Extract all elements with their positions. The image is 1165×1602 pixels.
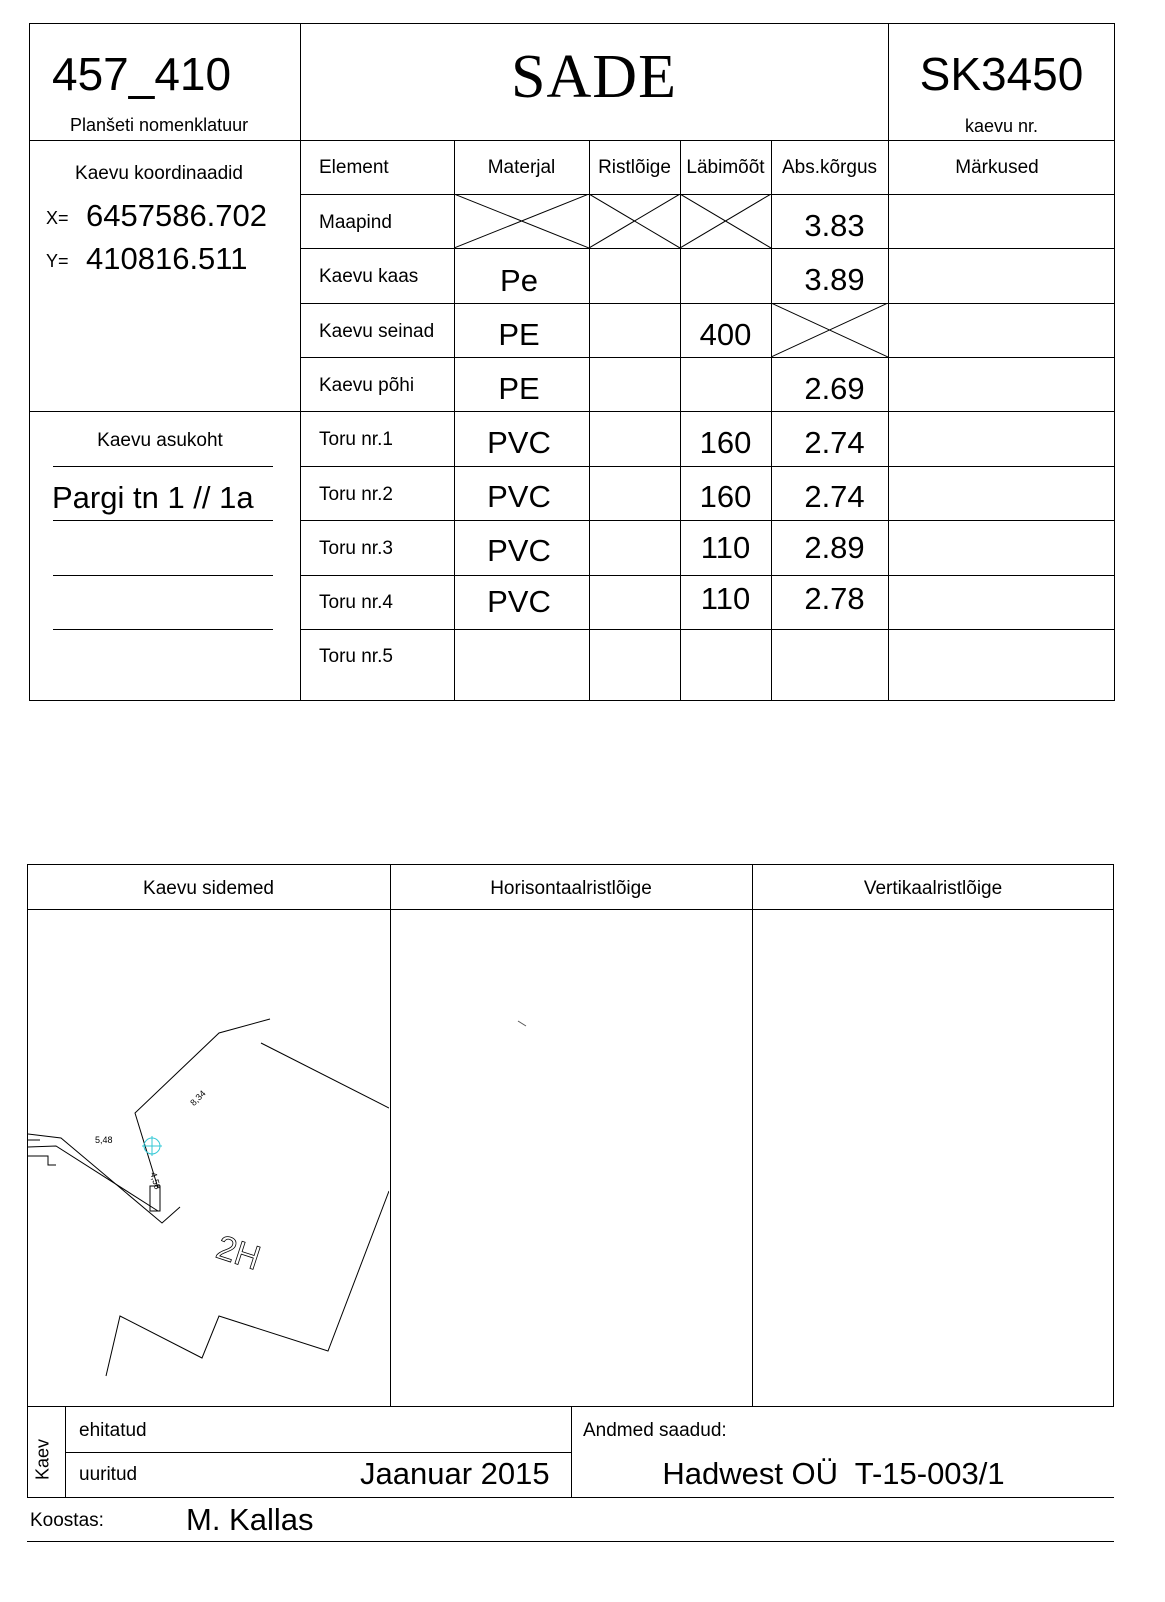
row-line bbox=[300, 248, 1115, 249]
not-applicable-cross bbox=[680, 194, 771, 248]
compiled-label: Koostas: bbox=[30, 1510, 104, 1531]
row-line bbox=[300, 357, 1115, 358]
not-applicable-cross bbox=[771, 303, 888, 357]
header-material: Materjal bbox=[487, 157, 556, 178]
building-outline bbox=[261, 1043, 389, 1108]
coordinates-label: Kaevu koordinaadid bbox=[75, 163, 243, 184]
not-applicable-cross bbox=[454, 194, 589, 248]
row-element: Toru nr.5 bbox=[319, 646, 393, 667]
row-material: PVC bbox=[487, 584, 551, 619]
header-element: Element bbox=[319, 157, 389, 178]
location-line bbox=[53, 575, 273, 576]
row-element: Maapind bbox=[319, 212, 392, 233]
location-line-1: Pargi tn 1 // 1a bbox=[52, 480, 254, 515]
header-divider bbox=[29, 140, 1115, 141]
row-element: Toru nr.2 bbox=[319, 484, 393, 505]
y-label: Y= bbox=[46, 251, 69, 271]
row-element: Toru nr.1 bbox=[319, 429, 393, 450]
row-elevation: 2.78 bbox=[804, 581, 865, 616]
road-edge bbox=[135, 1019, 270, 1188]
row-diameter: 160 bbox=[699, 425, 752, 460]
surveyed-date: Jaanuar 2015 bbox=[360, 1456, 550, 1491]
header-remarks: Märkused bbox=[955, 157, 1039, 178]
row-material: Pe bbox=[500, 263, 538, 298]
row-line bbox=[300, 411, 1115, 412]
row-elevation: 3.83 bbox=[804, 208, 865, 243]
row-diameter: 110 bbox=[700, 581, 751, 616]
location-label: Kaevu asukoht bbox=[97, 430, 223, 451]
not-applicable-cross bbox=[589, 194, 680, 248]
row-diameter: 110 bbox=[700, 530, 751, 565]
row-diameter: 400 bbox=[699, 317, 752, 352]
section-mark bbox=[517, 1019, 529, 1029]
footer-left-border bbox=[27, 1407, 28, 1497]
location-line bbox=[53, 629, 273, 630]
row-line bbox=[300, 466, 1115, 467]
location-line bbox=[53, 520, 273, 521]
row-material: PE bbox=[498, 317, 540, 352]
compiled-by: M. Kallas bbox=[186, 1502, 314, 1537]
row-material: PE bbox=[498, 371, 540, 406]
x-label: X= bbox=[46, 208, 69, 228]
row-material: PVC bbox=[487, 533, 551, 568]
row-elevation: 3.89 bbox=[804, 262, 865, 297]
site-sketch bbox=[28, 910, 389, 1406]
footer-bottom-line bbox=[27, 1497, 1114, 1498]
well-side-label: Kaev bbox=[32, 1438, 53, 1481]
row-line bbox=[300, 629, 1115, 630]
row-element: Toru nr.3 bbox=[319, 538, 393, 559]
well-marker-icon bbox=[142, 1136, 162, 1156]
panel-title-horizontal: Horisontaalristlõige bbox=[490, 878, 652, 899]
dimension-label: 4,58 bbox=[148, 1170, 163, 1191]
row-element: Kaevu seinad bbox=[319, 321, 435, 342]
header-section: Ristlõige bbox=[598, 157, 671, 178]
panel-divider bbox=[390, 864, 391, 1407]
sheet-code: 457_410 bbox=[52, 48, 232, 100]
well-number-label: kaevu nr. bbox=[964, 116, 1039, 136]
row-elevation: 2.74 bbox=[804, 425, 865, 460]
panel-title-vertical: Vertikaalristlõige bbox=[863, 878, 1003, 899]
sheet-label: Planšeti nomenklatuur bbox=[70, 115, 249, 135]
row-element: Kaevu kaas bbox=[319, 266, 419, 287]
row-line bbox=[300, 520, 1115, 521]
y-coordinate: 410816.511 bbox=[86, 241, 248, 276]
well-number: SK3450 bbox=[919, 48, 1084, 100]
row-element: Toru nr.4 bbox=[319, 592, 393, 613]
row-elevation: 2.74 bbox=[804, 479, 865, 514]
surveyed-label: uuritud bbox=[79, 1464, 138, 1485]
left-section-divider bbox=[29, 411, 300, 412]
data-source-label: Andmed saadud: bbox=[583, 1420, 727, 1441]
header-elevation: Abs.kõrgus bbox=[781, 157, 878, 178]
header-diameter: Läbimõõt bbox=[686, 157, 765, 178]
building-outline bbox=[106, 1191, 389, 1376]
x-coordinate: 6457586.702 bbox=[86, 198, 268, 233]
fence-line bbox=[28, 1156, 56, 1165]
row-line bbox=[300, 575, 1115, 576]
row-element: Kaevu põhi bbox=[319, 375, 415, 396]
signature-line bbox=[27, 1541, 1114, 1542]
row-material: PVC bbox=[487, 479, 551, 514]
data-source-value: Hadwest OÜ T-15-003/1 bbox=[662, 1456, 1005, 1491]
footer-row-line bbox=[65, 1452, 571, 1453]
row-elevation: 2.89 bbox=[804, 530, 865, 565]
row-diameter: 160 bbox=[699, 479, 752, 514]
page-title: SADE bbox=[511, 43, 677, 111]
dimension-label: 8,34 bbox=[188, 1088, 208, 1108]
row-material: PVC bbox=[487, 425, 551, 460]
row-elevation: 2.69 bbox=[804, 371, 865, 406]
left-column-divider bbox=[300, 23, 301, 701]
row-line bbox=[300, 303, 1115, 304]
building-label: 2H bbox=[211, 1228, 265, 1278]
dimension-label: 5,48 bbox=[95, 1135, 113, 1145]
panel-divider bbox=[752, 864, 753, 1407]
panel-title-ties: Kaevu sidemed bbox=[143, 878, 274, 899]
location-line bbox=[53, 466, 273, 467]
built-label: ehitatud bbox=[79, 1420, 147, 1441]
